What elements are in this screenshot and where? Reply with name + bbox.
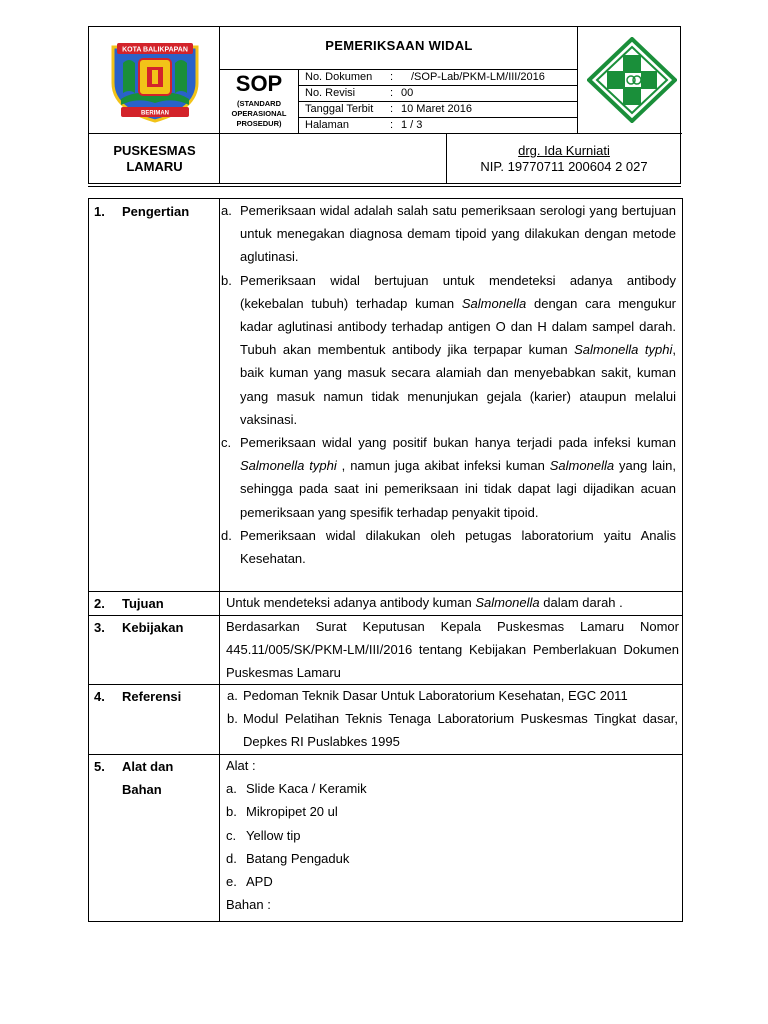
text-part: dalam darah . xyxy=(539,595,623,610)
organization-name: PUSKESMAS LAMARU xyxy=(113,143,196,174)
header-double-rule xyxy=(88,186,681,187)
item-text: Pemeriksaan widal yang positif bukan hanya terjadi pada infeksi kuman xyxy=(240,435,676,451)
item-marker: b. xyxy=(226,804,237,820)
item-text: , namun juga akibat infeksi kuman xyxy=(336,458,550,474)
sop-subtitle: (STANDARD OPERASIONAL PROSEDUR) xyxy=(231,99,287,128)
section-text: Berdasarkan Surat Keputusan Kepala Puskesmas Lamaru Nomor 445.11/005/SK/PKM-LM/III/2016 tentang Kebijakan Pemberlakuan Dokumen Puskesmas Lamaru xyxy=(226,619,679,681)
meta-key: Halaman xyxy=(305,119,350,131)
section-number: 5. xyxy=(94,759,105,774)
italic-term: Salmonella xyxy=(461,295,527,311)
list-item xyxy=(225,847,678,870)
item-text: Yellow tip xyxy=(246,827,301,843)
meta-colon: : xyxy=(390,87,394,99)
item-marker: c. xyxy=(226,827,237,843)
meta-value: 1 / 3 xyxy=(401,119,423,131)
italic-term: Salmonella typhi xyxy=(574,342,673,358)
section-label: Referensi xyxy=(122,689,182,704)
bahan-heading: Bahan : xyxy=(226,897,271,913)
meta-row-revisi xyxy=(303,85,575,101)
item-text: Pedoman Teknik Dasar Untuk Laboratorium Kesehatan, EGC 2011 xyxy=(243,688,628,703)
emblem-bottom-text: BERIMAN xyxy=(141,110,169,117)
item-text: Pemeriksaan widal bertujuan untuk mendeteksi adanya antibody (kekebalan tubuh) terhadap kuman xyxy=(240,272,676,311)
meta-value: /SOP-Lab/PKM-LM/III/2016 xyxy=(411,71,545,83)
meta-colon: : xyxy=(390,119,394,131)
list-item xyxy=(225,800,678,823)
section-label: Pengertian xyxy=(122,204,190,219)
balikpapan-emblem-logo xyxy=(107,39,203,123)
section-label: Kebijakan xyxy=(122,620,184,635)
italic-term: Salmonella xyxy=(549,458,615,474)
item-text: Slide Kaca / Keramik xyxy=(246,781,367,797)
section-label: Tujuan xyxy=(122,596,164,611)
meta-key: No. Revisi xyxy=(305,87,356,99)
signatory-name: drg. Ida Kurniati xyxy=(518,143,610,158)
meta-colon: : xyxy=(390,71,394,83)
list-item xyxy=(225,824,678,847)
definition-item xyxy=(221,431,676,524)
item-text: Mikropipet 20 ul xyxy=(246,804,338,820)
item-marker: d. xyxy=(226,850,237,866)
item-text: , baik kuman yang masuk secara alamiah dan menyebabkan sakit, kuman yang masuk namun tidak menunjukan gejala (karier) ataupun melalui vaksinasi. xyxy=(240,342,676,427)
item-marker: a. xyxy=(227,688,238,703)
item-marker: a. xyxy=(221,203,232,218)
puskesmas-logo xyxy=(587,37,677,123)
section-number: 3. xyxy=(94,620,105,635)
item-text: Modul Pelatihan Teknis Tenaga Laboratorium Puskesmas Tingkat dasar, Depkes RI Puslabkes 1995 xyxy=(243,711,678,750)
meta-colon: : xyxy=(390,103,394,115)
item-text: Batang Pengaduk xyxy=(246,850,350,866)
reference-item xyxy=(225,684,678,707)
section-number: 2. xyxy=(94,596,105,611)
meta-row-halaman xyxy=(303,117,575,133)
item-marker: c. xyxy=(221,435,232,451)
item-text: Pemeriksaan widal dilakukan oleh petugas laboratorium yaitu Analis Kesehatan. xyxy=(240,527,676,567)
signatory-nip: NIP. 19770711 200604 2 027 xyxy=(480,159,648,174)
emblem-top-text: KOTA BALIKPAPAN xyxy=(122,46,188,54)
meta-row-dokumen xyxy=(303,69,575,85)
section-number: 1. xyxy=(94,204,105,219)
item-text: yang lain, sehingga pada saat ini pemeriksaan ini tidak dapat lagi dijadikan acuan pemeriksaan yang spesifik terhadap penyakit tipoid. xyxy=(240,458,677,520)
meta-key: No. Dokumen xyxy=(305,71,373,83)
item-marker: a. xyxy=(226,781,237,797)
item-text: dengan cara mengukur kadar aglutinasi antibody terhadap antigen O dan H dalam sampel darah. Tubuh akan membentuk antibody jika terpapar kuman xyxy=(240,295,677,358)
section-label: Alat dan Bahan xyxy=(122,759,174,797)
section-text xyxy=(225,591,679,614)
italic-term: Salmonella xyxy=(475,595,540,610)
item-marker: e. xyxy=(226,874,237,890)
document-title: PEMERIKSAAN WIDAL xyxy=(325,38,473,53)
italic-term: Salmonella typhi xyxy=(240,458,337,474)
item-marker: b. xyxy=(221,272,232,288)
sop-content-table xyxy=(88,198,683,922)
item-text: APD xyxy=(246,874,273,890)
definition-item xyxy=(221,199,676,269)
definition-item xyxy=(221,524,676,570)
list-item xyxy=(225,870,678,893)
sop-header xyxy=(88,26,681,184)
definition-item xyxy=(221,269,676,431)
text-part: Untuk mendeteksi adanya antibody kuman xyxy=(226,595,476,610)
reference-item xyxy=(225,707,678,753)
list-item xyxy=(225,777,678,800)
sop-label: SOP xyxy=(235,71,283,96)
meta-value: 10 Maret 2016 xyxy=(401,103,472,115)
section-number: 4. xyxy=(94,689,105,704)
item-text: Pemeriksaan widal adalah salah satu pemeriksaan serologi yang bertujuan untuk menegakan diagnosa demam tipoid yang dilakukan dengan metode aglutinasi. xyxy=(240,203,676,265)
meta-row-tanggal xyxy=(303,101,575,117)
meta-key: Tanggal Terbit xyxy=(305,103,374,115)
item-marker: d. xyxy=(221,527,232,543)
meta-value: 00 xyxy=(401,87,414,99)
item-marker: b. xyxy=(227,711,238,727)
alat-heading: Alat : xyxy=(226,758,256,773)
